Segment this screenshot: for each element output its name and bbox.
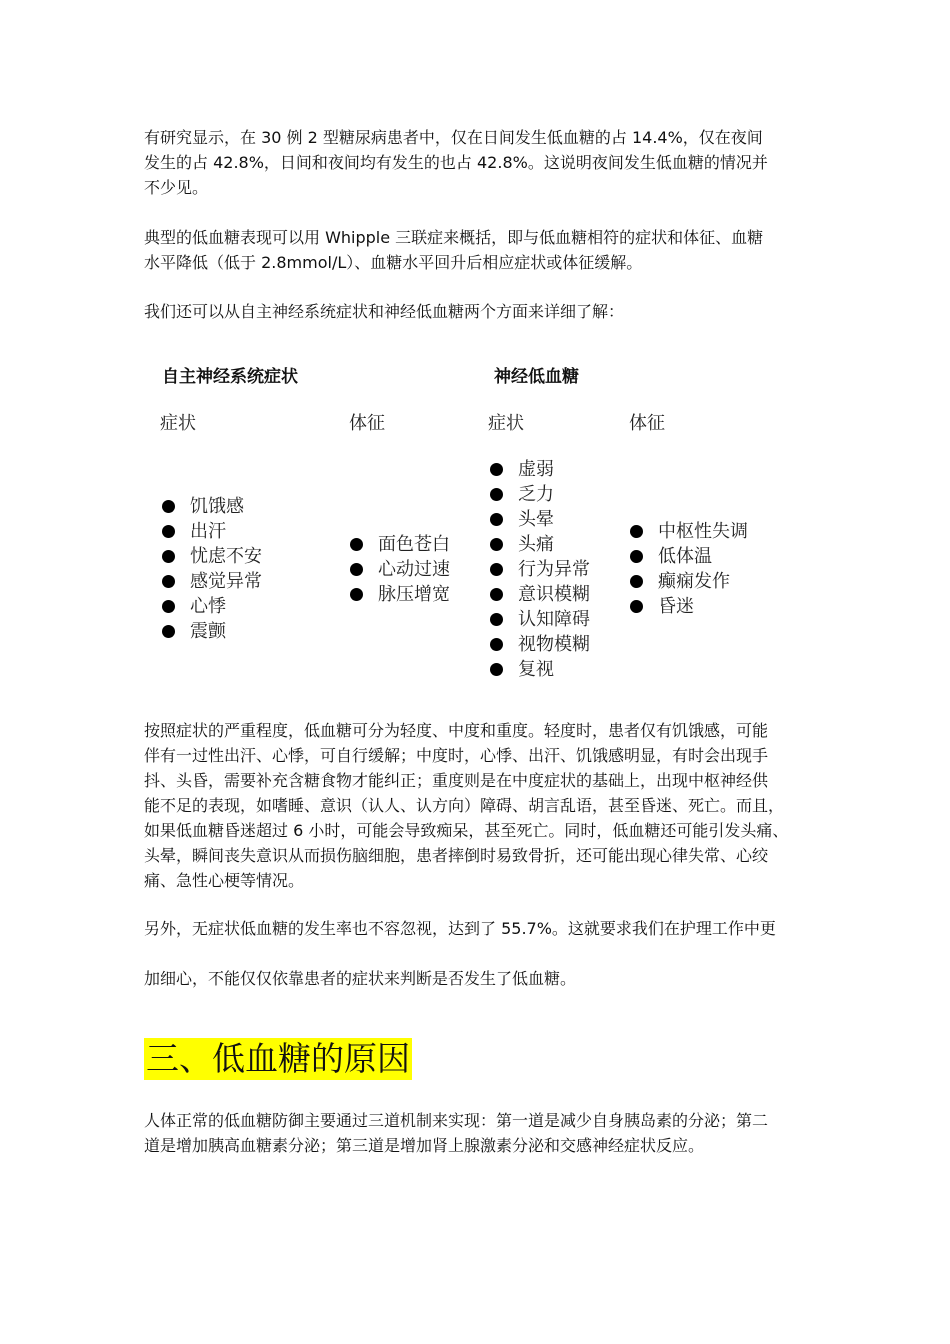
list-item: [350, 557, 450, 582]
group-title-autonomic: 自主神经系统症状: [162, 367, 298, 387]
bullet-icon: [630, 600, 643, 613]
text-line: 人体正常的低血糖防御主要通过三道机制来实现：第一道是减少自身胰岛素的分泌；第二: [144, 1111, 769, 1130]
bullet-icon: [162, 575, 175, 588]
bullet-icon: [630, 525, 643, 538]
list-item: [350, 532, 450, 557]
column-header-sign: 体征: [629, 413, 665, 434]
list-item: [490, 507, 590, 532]
group-title-neuroglycopenic: 神经低血糖: [494, 367, 579, 387]
list-item: [162, 569, 262, 594]
list-item-label: 面色苍白: [378, 534, 450, 555]
bullet-icon: [162, 600, 175, 613]
list-item-label: 出汗: [190, 521, 226, 542]
bullet-icon: [350, 538, 363, 551]
text-line: 头晕，瞬间丧失意识从而损伤脑细胞，患者摔倒时易致骨折，还可能出现心律失常、心绞: [144, 846, 769, 865]
bullet-icon: [490, 613, 503, 626]
list-item-label: 饥饿感: [190, 496, 244, 517]
bullet-icon: [490, 638, 503, 651]
list-item-label: 震颤: [190, 621, 226, 642]
list-item-label: 心悸: [190, 596, 226, 617]
text-line: 水平降低（低于 2.8mmol/L）、血糖水平回升后相应症状或体征缓解。: [144, 253, 643, 272]
list-item-label: 低体温: [658, 546, 712, 567]
list-item: [162, 494, 262, 519]
list-item: [490, 607, 590, 632]
intro-paragraph: [144, 125, 814, 200]
text-line: 如果低血糖昏迷超过 6 小时，可能会导致痴呆，甚至死亡。同时，低血糖还可能引发头痛、: [144, 821, 789, 840]
text-line: 能不足的表现，如嗜睡、意识（认人、认方向）障碍、胡言乱语，甚至昏迷、死亡。而且，: [144, 796, 785, 815]
list-item-label: 昏迷: [658, 596, 694, 617]
list-item: [162, 544, 262, 569]
text-line: 我们还可以从自主神经系统症状和神经低血糖两个方面来详细了解：: [144, 302, 625, 321]
list-item: [490, 482, 590, 507]
bullet-icon: [630, 550, 643, 563]
list-item-label: 乏力: [518, 484, 554, 505]
text-line: 道是增加胰高血糖素分泌；第三道是增加肾上腺激素分泌和交感神经症状反应。: [144, 1136, 705, 1155]
list-item: [490, 532, 590, 557]
list-item-label: 中枢性失调: [658, 521, 748, 542]
list-item-label: 复视: [518, 659, 554, 680]
bullet-icon: [162, 500, 175, 513]
list-item: [490, 582, 590, 607]
lead-in-paragraph: [144, 299, 814, 324]
list-item-label: 心动过速: [378, 559, 450, 580]
column-header-sign: 体征: [349, 413, 385, 434]
list-item: [162, 619, 262, 644]
text-line: 不少见。: [144, 178, 209, 197]
list-item: [630, 519, 748, 544]
list-item-label: 行为异常: [518, 559, 590, 580]
list-item-label: 意识模糊: [518, 584, 590, 605]
list-item-label: 头痛: [518, 534, 554, 555]
list-item-label: 视物模糊: [518, 634, 590, 655]
text-line: 另外，无症状低血糖的发生率也不容忽视，达到了 55.7%。这就要求我们在护理工作中更: [144, 919, 776, 938]
bullet-icon: [490, 463, 503, 476]
neuro-symptoms-list: [490, 457, 590, 682]
defense-paragraph: [144, 1108, 814, 1158]
list-item: [162, 594, 262, 619]
bullet-icon: [162, 625, 175, 638]
column-header-symptom: 症状: [160, 413, 196, 434]
whipple-paragraph: [144, 225, 814, 275]
section-heading: 三、低血糖的原因: [146, 1039, 410, 1078]
list-item: [490, 657, 590, 682]
bullet-icon: [490, 513, 503, 526]
list-item-label: 头晕: [518, 509, 554, 530]
list-item: [490, 457, 590, 482]
list-item: [490, 557, 590, 582]
bullet-icon: [490, 488, 503, 501]
list-item-label: 脉压增宽: [378, 584, 450, 605]
text-line: 加细心，不能仅仅依靠患者的症状来判断是否发生了低血糖。: [144, 969, 577, 988]
bullet-icon: [490, 563, 503, 576]
autonomic-symptoms-list: [162, 494, 262, 644]
neuro-signs-list: [630, 519, 748, 619]
list-item: [630, 544, 748, 569]
list-item: [630, 569, 748, 594]
list-item-label: 忧虑不安: [190, 546, 262, 567]
bullet-icon: [490, 538, 503, 551]
bullet-icon: [350, 563, 363, 576]
bullet-icon: [490, 663, 503, 676]
autonomic-signs-list: [350, 532, 450, 607]
severity-paragraph: [144, 718, 814, 893]
text-line: 有研究显示，在 30 例 2 型糖尿病患者中，仅在日间发生低血糖的占 14.4%，仅在夜间: [144, 128, 763, 147]
text-line: 抖、头昏，需要补充含糖食物才能纠正；重度则是在中度症状的基础上，出现中枢神经供: [144, 771, 769, 790]
bullet-icon: [162, 525, 175, 538]
bullet-icon: [350, 588, 363, 601]
list-item-label: 认知障碍: [518, 609, 590, 630]
list-item: [162, 519, 262, 544]
list-item: [630, 594, 748, 619]
text-line: 发生的占 42.8%，日间和夜间均有发生的也占 42.8%。这说明夜间发生低血糖的情况并: [144, 153, 768, 172]
list-item-label: 癫痫发作: [658, 571, 730, 592]
column-header-symptom: 症状: [488, 413, 524, 434]
list-item-label: 感觉异常: [190, 571, 262, 592]
text-line: 典型的低血糖表现可以用 Whipple 三联症来概括，即与低血糖相符的症状和体征、血糖: [144, 228, 764, 247]
bullet-icon: [490, 588, 503, 601]
bullet-icon: [162, 550, 175, 563]
text-line: 痛、急性心梗等情况。: [144, 871, 305, 890]
asymptomatic-paragraph-line2: [144, 966, 814, 991]
list-item: [490, 632, 590, 657]
list-item-label: 虚弱: [518, 459, 554, 480]
bullet-icon: [630, 575, 643, 588]
text-line: 按照症状的严重程度，低血糖可分为轻度、中度和重度。轻度时，患者仅有饥饿感，可能: [144, 721, 769, 740]
text-line: 伴有一过性出汗、心悸，可自行缓解；中度时，心悸、出汗、饥饿感明显，有时会出现手: [144, 746, 769, 765]
asymptomatic-paragraph-line1: [144, 916, 814, 941]
list-item: [350, 582, 450, 607]
